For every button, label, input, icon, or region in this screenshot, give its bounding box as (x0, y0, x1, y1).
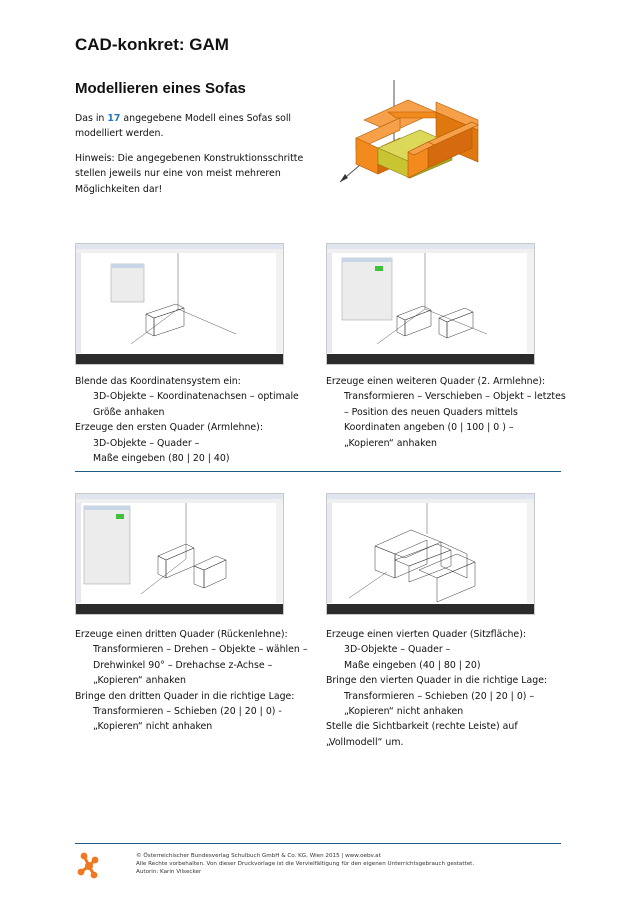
sofa-illustration (328, 78, 503, 203)
caption-step-2 (326, 374, 566, 451)
step1-line: 3D-Objekte – Quader – (93, 437, 200, 449)
screenshot-step-2 (326, 243, 535, 365)
screenshot-step-4 (326, 493, 535, 615)
step2-line: Transformieren – Verschieben – Objekt – letztes – Position des neuen Quaders mittels Koordinaten angeben (0 | 100 | 0 ) – „Kopieren“ anhaken (344, 391, 566, 449)
x-axis-arrowhead (340, 174, 348, 182)
step4-line: Bringe den vierten Quader in die richtige Lage: (326, 675, 548, 687)
screenshot-step-1 (75, 243, 284, 365)
step1-line: Maße eingeben (80 | 20 | 40) (93, 453, 230, 465)
step4-line: Erzeuge einen vierten Quader (Sitzfläche): (326, 629, 527, 640)
screenshot-step-3 (75, 493, 284, 615)
publisher-logo-icon (75, 850, 103, 882)
intro-paragraph-1 (75, 111, 325, 142)
step3-line: Transformieren – Schieben (20 | 20 | 0) - „Kopieren“ nicht anhaken (93, 706, 282, 733)
figure-reference: 17 (107, 113, 121, 124)
step4-line: Transformieren – Schieben (20 | 20 | 0) – „Kopieren“ nicht anhaken (344, 690, 535, 718)
step3-line: Bringe den dritten Quader in die richtige Lage: (75, 690, 295, 702)
step4-line: Stelle die Sichtbarkeit (rechte Leiste) auf „Vollmodell“ um. (326, 721, 518, 748)
section-heading: Modellieren eines Sofas (75, 80, 246, 97)
footer-divider (75, 843, 561, 844)
intro-p1-after: angegebene Modell eines Sofas soll modelliert werden. (75, 113, 292, 140)
step4-line: 3D-Objekte – Quader – (344, 644, 451, 656)
step3-line: Erzeuge einen dritten Quader (Rückenlehne): (75, 629, 288, 640)
caption-step-4 (326, 627, 571, 750)
footer-author: Autorin: Karin Vilsecker (136, 869, 202, 875)
section-divider (75, 471, 561, 472)
intro-text (75, 111, 325, 206)
step2-line: Erzeuge einen weiteren Quader (2. Armlehne): (326, 376, 546, 387)
step1-line: 3D-Objekte – Koordinatenachsen – optimale Größe anhaken (93, 391, 299, 418)
caption-step-1 (75, 374, 315, 466)
document-title: CAD-konkret: GAM (75, 35, 229, 54)
intro-p1-before: Das in (75, 113, 108, 124)
step1-line: Erzeuge den ersten Quader (Armlehne): (75, 422, 263, 434)
step4-line: Maße eingeben (40 | 80 | 20) (344, 659, 481, 671)
step1-line: Blende das Koordinatensystem ein: (75, 376, 241, 387)
intro-paragraph-2: Hinweis: Die angegebenen Konstruktionsschritte stellen jeweils nur eine von meist mehreren Möglichkeiten dar! (75, 152, 304, 195)
footer-text (136, 852, 474, 876)
footer-rights: Alle Rechte vorbehalten. Von dieser Druckvorlage ist die Vervielfältigung für den eigenen Unterrichtsgebrauch gestattet. (136, 861, 475, 867)
caption-step-3 (75, 627, 315, 735)
step3-line: Transformieren – Drehen – Objekte – wählen – Drehwinkel 90° – Drehachse z-Achse – „Kopieren“ anhaken (93, 644, 308, 687)
footer-copyright: © Österreichischer Bundesverlag Schulbuch GmbH & Co. KG, Wien 2015 | www.oebv.at (136, 853, 381, 859)
